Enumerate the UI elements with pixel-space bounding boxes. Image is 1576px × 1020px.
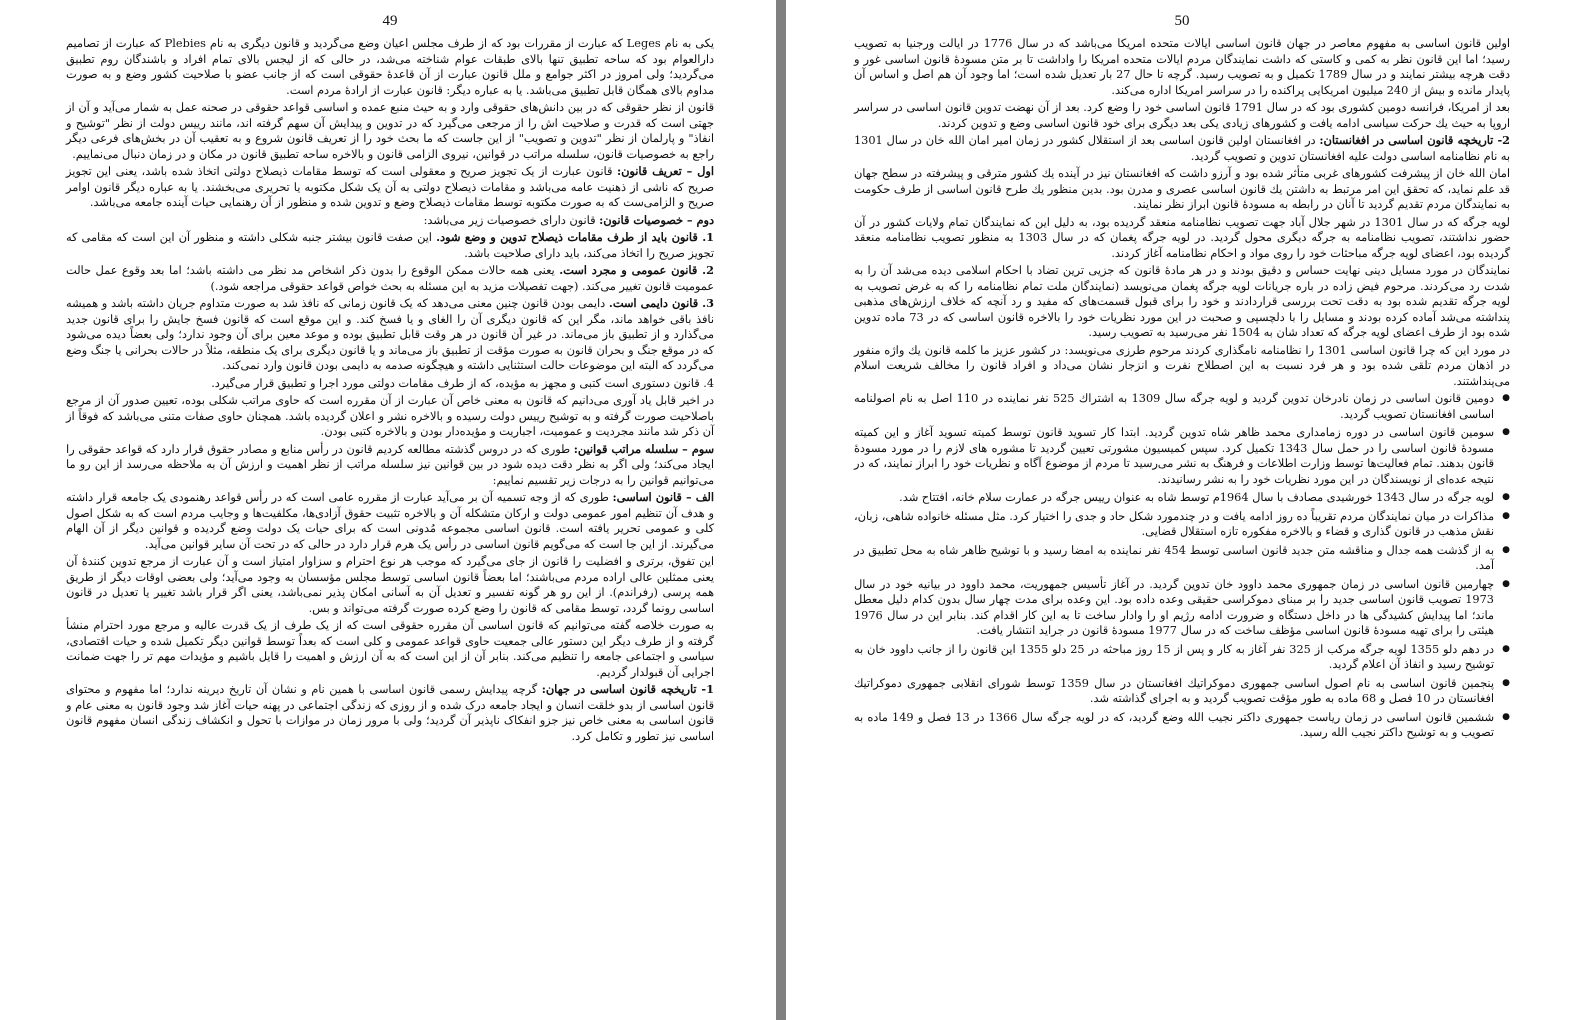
paragraph: یکی به نام Leges که عبارت از مقررات بود که از طرف مجلس اعیان وضع می‌گردید و قانون دیگری به نام Plebies که عبارت از تصامیم دارالعوام بود که ساحه تطبیق تنها بالای طبقات عوام شناخته می‌شد، در حالی که از لیجس بالای تمام افراد و باشندگان روم تطبیق می‌گردید؛ ولی امروز در اکثر جوامع و ملل قانون عبارت از آن قاعدهٔ حقوقی است که از جانب عضو با صلاحیت کشور وضع و به صورت مداوم بالای همگان قابل تطبیق می‌باشد. یا به عباره دیگر: قانون عبارت از ارادهٔ مردم است. [66,37,714,97]
list-item: ● سومین قانون اساسی در دوره زمامداری محمد ظاهر شاه تدوین گردید. ابتدا کار تسوید قانون توسط کمیته تسوید آغاز و این کمیته مسودهٔ قانون اساسی را در حمل سال 1343 تکمیل کرد. سپس کمیسیون مشورتی تعیین گردید تا مشوره های لازم را در مورد مسودهٔ قانون بدهند. تمام فعالیت‌ها توسط وزارت اطلاعات و فرهنگ به نشر می‌رسید تا مردم از موضوع آگاه و نظریات خود را ابراز نمایند، که در نتیجه عده‌ای از نویسندگان در این مورد نظریات خود را به نشر رسانیدند. [854,425,1494,487]
paragraph: بعد از امریکا، فرانسه دومین کشوری بود که در سال 1791 قانون اساسی خود را وضع کرد. بعد از آن نهضت تدوین قانون اساسی در سراسر اروپا به حیث یك حرکت سیاسی ادامه یافت و کشورهای زیادی یکی بعد دیگری برای خود قانون اساسی وضع و تدوین کردند. [854,101,1510,130]
list-item: ● به از گذشت همه جدال و مناقشه متن جدید قانون اساسی توسط 454 نفر نماینده به امضا رسید و با توشیح ظاهر شاه به محل تطبیق در آمد. [854,543,1494,574]
paragraph: 1- تاریخچه قانون اساسی در جهان: گرچه پیدایش رسمی قانون اساسی با همین نام و نشان آن تاریخ دیرینه ندارد؛ اما مفهوم و محتوای قانون اساسی از بدو خلقت انسان و ایجاد جامعه درک شده و از روزی که زندگی اجتماعی در پهنه حیات آغاز شد وجود قانون به معنی عام و قانون اساسی به معنی خاص نیز جزو انفکاک ناپذیر آن گردید؛ ولی با مرور زمان در موازات با تحول و انکشاف زندگی انسان مفهوم قانون اساسی نیز تطور و تکامل کرد. [66,682,714,743]
paragraph: این تفوق، برتری و افضلیت را قانون از جای می‌گیرد که موجب هر نوع احترام و سزاوار امتیاز است و آن عبارت از مرجع تدوین کنندهٔ آن یعنی ممثلین عالی اراده مردم می‌باشند؛ اما بعضاً قانون اساسی توسط مجلس مؤسسان به وجود می‌آید؛ ولی بعضی اوقات دیگر از طریق همه پرسی (رفراندم). از این رو هر گونه تفسیر و تعدیل آن به آسانی امکان پذیر نمی‌باشد، یعنی اگر قرار باشد تغییر یا تعدیل در قانون اساسی رونما گردد، توسط مقامی که قانون را وضع کرده صورت گرفته می‌تواند و بس. [66,555,714,615]
list-item: ● چهارمین قانون اساسی در زمان جمهوری محمد داوود خان تدوین گردید. در آغاز تأسیس جمهوریت، محمد داوود در بیانیه خود در سال 1973 تصویب قانون اساسی جدید را بر مبنای دموکراسی حقیقی وعده داده بود. این وعده برای مدت چهار سال بدون کدام دلیل معطل ماند؛ اما پیدایش کشیدگی ها در داخل دستگاه و ضرورت ادامه رژیم او را وادار ساخت تا به این کار اقدام کند. بنابر این در سال 1976 هیئتی را برای تهیه مسودهٔ قانون اساسی مؤظف ساخت که در سال 1977 مسودهٔ قانون در جراید انتشار یافت. [854,577,1494,639]
bullet-list [854,391,1510,741]
list-item: ● مذاکرات در میان نمایندگان مردم تقریباً ده روز ادامه یافت و در چندمورد شکل حاد و جدی را اختیار کرد. مثل مسئله خانواده شاهی، زبان، نقش مذهب در قانون گذاری و قضاء و بالاخره مفکوره تازه استقلال قضایی. [854,509,1494,540]
paragraph: اول – تعریف قانون: قانون عبارت از یک تجویز صریح و معقولی است که توسط مقامات ذیصلاح دولتی اتخاذ شده باشد، یعنی این تجویز صریح که ناشی از ذهنیت عامه می‌باشد و مقامات ذیصلاح دولتی به آن یک شکل مکتوبه یا تحریری می‌بخشند. یا به عباره دیگر قانون اوامر صریح و الزامی‌ست که به صورت مکتوبه توسط مقامات ذیصلاح وضع و تدوین شده و منظور از آن رهنمایی حیات آینده جامعه می‌باشد. [66,164,714,209]
paragraph: اولین قانون اساسی به مفهوم معاصر در جهان قانون اساسی ایالات متحده امریکا می‌باشد که در سال 1776 در ایالت ورجنیا به تصویب رسید؛ اما این قانون نظر به کمی و کاستی که داشت نمایندگان مردم ایالات متحده امریکا را واداشت تا بر متن مسودهٔ قانون اساسی غور و دقت هرچه بیشتر نمایند و در سال 1789 تکمیل و به تصویب رسید. گرچه تا حال 27 بار تعدیل شده است؛ اما وجود آن هم اصل و اساس آن پایدار مانده و بیش از 240 میلیون امریکایی پراکنده را در سراسر امریکا اداره می‌کند. [854,37,1510,97]
list-item: ● ششمین قانون اساسی در زمان ریاست جمهوری داکتر نجیب الله وضع گردید، که در لویه جرگه سال 1366 در 13 فصل و 149 ماده به تصویب و به توشیح داکتر نجیب الله رسید. [854,710,1494,741]
paragraph: قانون از نظر حقوقی که در بین دانش‌های حقوقی وارد و به حیث منبع عمده و اساسی قواعد حقوقی در صحنه عمل به شمار می‌آید و آن از جهتی است که قدرت و صلاحیت اش را از مرجعی می‌گیرد که در تدوین و پیدایش آن سهم گرفته اند، مانند رییس دولت از نظر "توشیح و انفاذ" و پارلمان از نظر "تدوین و تصویب" از این جاست که ما بحث خود را از تعریف قانون شروع و به تعقیب آن در بخش‌های فرعی دیگر راجع به خصوصیات قانون، سلسله مراتب در قوانین، نیروی الزامی قانون و بالاخره ساحه تطبیق قانون در مکان و در زمان دنبال می‌نماییم. [66,101,714,161]
left-page [0,0,776,1020]
paragraph: در مورد این که چرا قانون اساسی 1301 را نظامنامه نامگذاری کردند مرحوم طرزی می‌نویسد: در کشور عزیز ما کلمه قانون یك واژه منفور در اذهان مردم تلقی شده بود و هر فرد نسبت به این اصطلاح نفرت و انزجار نشان می‌داد و افراد قانون را مخالف شریعت اسلام می‌پنداشتند. [854,343,1510,388]
paragraph: دوم – خصوصیات قانون: قانون دارای خصوصیات زیر می‌باشد: [423,212,714,227]
list-item: ● در دهم دلو 1355 لویه جرگه مرکب از 325 نفر آغاز به کار و پس از 15 روز مباحثه در 25 دلو 1355 این قانون را از جانب داوود خان به توشیح رسید و انفاذ آن اعلام گردید. [854,642,1494,673]
right-page [786,0,1576,1020]
page-number: 49 [382,13,398,29]
paragraph: 1. قانون باید از طرف مقامات ذیصلاح تدوین و وضع شود. این صفت قانون بیشتر جنبه شکلی داشته و منظور آن این است که مقامی که تجویز صریح را اتخاذ می‌کند، باید دارای صلاحیت باشد. [66,230,715,260]
paragraph: 2- تاریخچه قانون اساسی در افغانستان: در افغانستان اولین قانون اساسی بعد از استقلال کشور در زمان امیر امان الله خان در سال 1301 به نام نظامنامه اساسی دولت علیه افغانستان تدوین و تصویب گردید. [854,133,1511,163]
paragraph: امان الله خان از پیشرفت کشورهای غربی متأثر شده بود و آرزو داشت که افغانستان نیز در آینده یك کشور مترقی و پیشرفته در سطح جهان قد علم نماید، که تحقق این امر مرتبط به داشتن یك قانون اساسی عصری و مدرن بود. بدین منظور یك طرح قانون اساسی از طرف حکومت به نمایندگان مردم تقدیم گردید تا آنان در رابطه به مسودهٔ قانون ابراز نظر نمایند. [854,167,1510,211]
paragraph: سوم – سلسله مراتب قوانین: طوری که در دروس گذشته مطالعه کردیم قانون در رأس منابع و مصادر حقوق قرار دارد که قواعد حقوقی را ایجاد می‌کند؛ ولی اگر به نظر دقت دیده شود در بین قوانین نیز سلسله مراتب از نظر اهمیت و ارزش آن به ملاحظه می‌رسد از این رو ما می‌توانیم قوانین را به درجات زیر تقسیم نماییم: [66,441,714,487]
paragraph: 2. قانون عمومی و مجرد است. یعنی همه حالات ممکن الوقوع را بدون ذکر اشخاص مد نظر می داشته باشد؛ اما بعد وقوع عمل حالت عمومیت قانون تغییر می‌کند. (جهت تفصیلات مزید به این مسئله به بحث خواص قواعد حقوقی مراجعه شود.) [66,263,714,293]
list-item: ● لویه جرگه در سال 1343 خورشیدی مصادف با سال 1964م توسط شاه به عنوان رییس جرگه در عمارت سلام خانه، افتتاح شد. [854,490,1494,506]
page-number: 50 [1174,13,1190,29]
list-item: ● دومین قانون اساسی در زمان نادرخان تدوین گردید و لویه جرگه سال 1309 به اشتراك 525 نفر نماینده در 110 اصل به نام اصولنامه اساسی افغانستان تصویب گردید. [854,391,1494,422]
paragraph: الف – قانون اساسی: طوری که از وجه تسمیه آن بر می‌آید عبارت از مقرره عامی است که در رأس قواعد رهنمودی یک جامعه قرار داشته و هدف آن تنظیم امور عمومی دولت و ارکان متشکله آن و بالاخره تثبیت حقوق آزادی‌ها، مکلفیت‌ها و وجایب مردم است که به شکل اصول کلی و عمومی تحریر یافته است. قانون اساسی مجموعه مُدونی است که برای حیات یک دولت وضع گردیده و قوانین دیگر از آن الهام می‌گیرند. از این جا است که می‌گویم قانون اساسی در رأس یک هرم قرار دارد در حالی که در تحت آن سایر قوانین می‌آید. [66,490,714,551]
paragraph: نمایندگان در مورد مسایل دینی نهایت حساس و دقیق بودند و در هر مادهٔ قانون که جزیی ترین تضاد با احکام اسلامی دیده می‌شد آن را به شدت رد می‌کردند. مرحوم فیض زاده در باره جریانات لویه جرگه پغمان می‌نویسد (نمایندگان ملت تمام نظامنامه را که به غرض تصویب به لویه جرگه تقدیم شده بود به دقت تحت بررسی قراردادند و خود را برای قبول قسمت‌های که مفید و رد آنچه که خلاف ارزش‌های مذهبی پنداشته می‌شد آماده کرده بودند و مسایل را با دلچسپی و صحبت در این مورد نظریات خود را بالاخره قانون اساسی که در 73 ماده تدوین شده بود از طرف اعضای لویه جرگه که تعداد شان به 1504 نفر می‌رسید به تصویب رسید. [854,264,1510,339]
paragraph: 3. قانون دایمی است. دایمی بودن قانون چنین معنی می‌دهد که یک قانون زمانی که نافذ شد به صورت متداوم جریان داشته باشد و همیشه نافذ باقی خواهد ماند، مگر این که قانون دیگری آن را الغای و یا فسخ کند. و این موقع است که قانون فسخ جایش را برای قانون جدید می‌گذارد و از تطبیق باز می‌ماند. در غیر آن قانون در هر وقت قابل تطبیق بوده و موعد معین برای آن وجود ندارد؛ ولی بعضاً دیده می‌شود که در موقع جنگ و بحران قانون به صورت مؤقت از تطبیق باز می‌ماند و یا قانون دیگری برای یک منطقه، مثلاً در حالات بحرانی یا جنگ وضع می‌گردد که البته این موضوعات حالت استثنایی داشته و هیچگونه صدمه به دایمی بودن قانون وارد نمی‌کند. [66,296,714,372]
paragraph: لویه جرگه که در سال 1301 در شهر جلال آباد جهت تصویب نظامنامه منعقد گردیده بود، به دلیل این که نمایندگان تمام ولایات کشور در آن حضور نداشتند، تصویب نظامنامه به جرگه دیگری محول گردید. در لویه جرگه پغمان که در سال 1303 به منظور تصویب نظامنامه منعقد گردیده بود، اعضای لویه جرگه مباحثات خود را روی مواد و احکام نظامنامه آغاز کردند. [854,215,1510,260]
paragraph: 4. قانون دستوری است کتبی و مجهز به مؤیده، که از طرف مقامات دولتی مورد اجرا و تطبیق قرار می‌گیرد. [211,376,714,390]
left-page-text [66,36,714,744]
right-page-text [854,36,1510,741]
paragraph: به صورت خلاصه گفته می‌توانیم که قانون اساسی آن مقرره حقوقی است که از یک طرف از یک قدرت عالیه و مرجع مورد احترام منشأ گرفته و از طرف دیگر این دستور عالی جمعیت حاوی قواعد عمومی و کلی است که بعداً توسط قوانین دیگر تکمیل شده و حیات اقتصادی، سیاسی و اجتماعی جامعه را تنظیم می‌کند. بنابر آن از این است که به آن ارزش و اهمیت را قایل باشیم و مؤیدات مهم تر را جهت ضمانت اجرایی آن قبولدار گردیم. [66,619,714,679]
paragraph: در اخیر قابل یاد آوری می‌دانیم که قانون به معنی خاص آن عبارت از آن مقرره است که حاوی مراتب شکلی بوده، تعیین صدور آن از مرجع باصلاحیت صورت گرفته و به توشیح رییس دولت رسیده و بالاخره نشر و اعلان گردیده باشد. همچنان حاوی صفات متنی می‌باشد که فوقاً از آن ذکر شد مانند مجردیت و عمومیت، اجباریت و مؤیده‌دار بودن و بالاخره کتبی بودن. [66,394,714,438]
list-item: ● پنجمین قانون اساسی به نام اصول اساسی جمهوری دموکراتیك افغانستان در سال 1359 توسط شورای انقلابی جمهوری دموکراتیك افغانستان در 10 فصل و 68 ماده به طور مؤقت تصویب گردید و به اجرای گذاشته شد. [854,676,1494,707]
